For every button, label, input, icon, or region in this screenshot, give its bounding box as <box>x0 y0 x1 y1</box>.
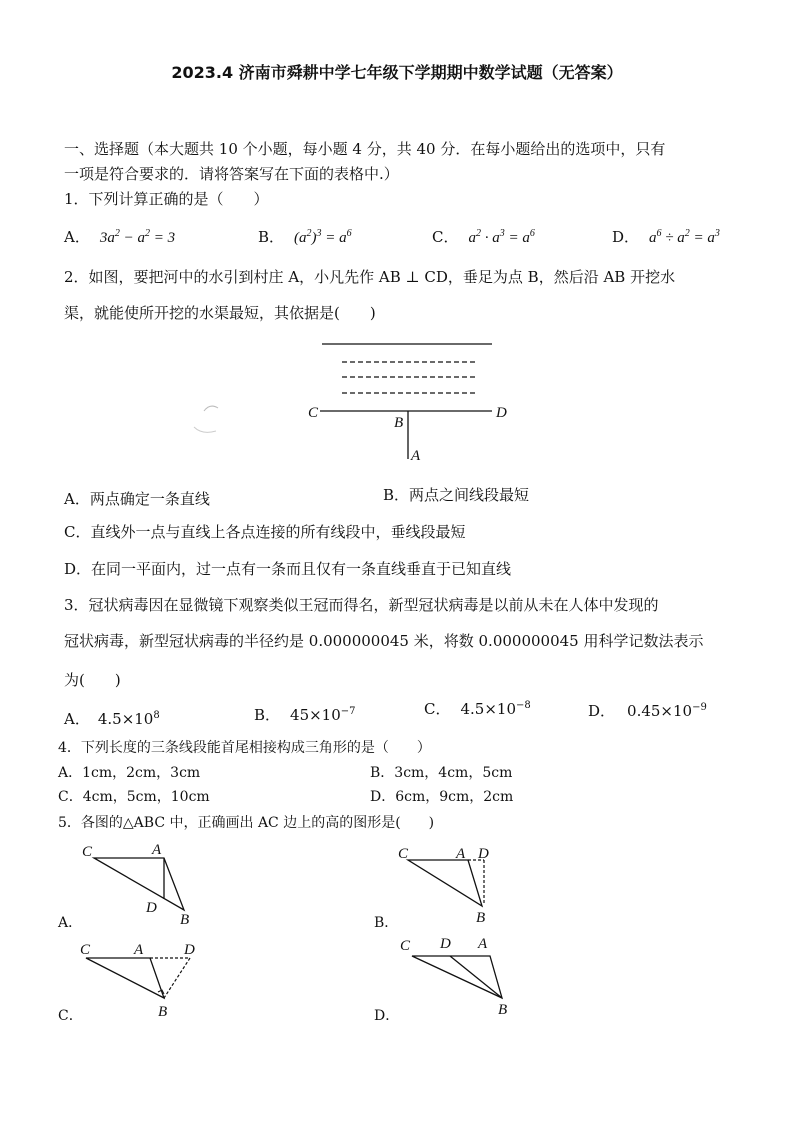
q2-river-figure <box>180 335 520 470</box>
fig-d-label-d: D <box>440 936 451 952</box>
q3-option-a <box>64 708 160 729</box>
q3-option-a-exp: 8 <box>153 710 160 721</box>
section-header-line1: 一、选择题（本大题共 10 个小题，每小题 4 分，共 40 分．在每小题给出的选项中，只有 <box>64 140 666 158</box>
q4-option-c: C．4cm，5cm，10cm <box>58 789 210 805</box>
label-b: B <box>394 415 404 431</box>
section-header-line2: 一项是符合要求的．请将答案写在下面的表格中.） <box>64 165 399 183</box>
q2-line2: 渠，就能使所开挖的水渠最短，其依据是( ) <box>64 304 376 322</box>
q5-figure-a <box>78 838 198 928</box>
triangle-abc-b <box>408 860 482 906</box>
triangle-abc-a <box>94 858 184 910</box>
q5-option-d-label: D． <box>374 1008 400 1024</box>
fig-d-label-b: B <box>498 1002 508 1018</box>
q5-figure-b <box>396 838 516 928</box>
q2-option-c: C．直线外一点与直线上各点连接的所有线段中，垂线段最短 <box>64 523 466 541</box>
q3-option-c <box>424 698 531 719</box>
fig-a-label-c: C <box>82 844 93 860</box>
q3-option-c-exp: −8 <box>516 700 531 711</box>
q3-option-a-base: 4.5×10 <box>97 710 154 728</box>
q1-option-b-label: B． <box>258 228 285 246</box>
q4-option-d: D．6cm，9cm，2cm <box>370 789 514 805</box>
fig-a-label-b: B <box>180 912 190 928</box>
q3-option-c-base: 4.5×10 <box>460 700 516 718</box>
q3-option-c-label: C． <box>424 700 451 718</box>
q3-option-d-exp: −9 <box>692 702 707 713</box>
q5-stem: 5．各图的△ABC 中，正确画出 AC 边上的高的图形是( ) <box>58 815 435 831</box>
q3-option-b-label: B． <box>254 706 281 724</box>
q5-option-b-label: B． <box>374 915 399 931</box>
q5-option-c-label: C． <box>58 1008 83 1024</box>
fig-c-label-b: B <box>158 1004 168 1020</box>
q2-option-a: A．两点确定一条直线 <box>64 490 210 508</box>
q4-stem: 4．下列长度的三条线段能首尾相接构成三角形的是（ ） <box>58 740 431 756</box>
page-title: 2023.4 济南市舜耕中学七年级下学期期中数学试题（无答案） <box>171 63 623 82</box>
q1-option-d-label: D． <box>612 228 640 246</box>
q4-option-a: A．1cm，2cm，3cm <box>58 765 201 781</box>
altitude-line-c <box>164 958 190 998</box>
q3-option-b <box>254 704 356 725</box>
right-angle-mark-c <box>158 990 164 994</box>
q3-line3: 为( ) <box>64 671 121 689</box>
fig-b-label-c: C <box>398 846 409 862</box>
q2-option-b: B．两点之间线段最短 <box>383 486 530 504</box>
q1-option-d: D． $a^6 \div a^2 = a^3$ <box>612 228 720 246</box>
fig-b-label-d: D <box>478 846 489 862</box>
fig-a-label-d: D <box>146 900 157 916</box>
q3-option-a-label: A． <box>64 710 90 728</box>
q1-option-b: B． $(a^2)^3 = a^6$ <box>258 228 352 246</box>
q4-option-b: B．3cm，4cm，5cm <box>370 765 513 781</box>
fig-d-label-a: A <box>478 936 488 952</box>
q2-option-d: D．在同一平面内，过一点有一条而且仅有一条直线垂直于已知直线 <box>64 560 512 578</box>
q1-option-a: A． $3a^2 - a^2 = 3$ <box>64 228 176 246</box>
q3-option-d <box>588 700 707 721</box>
q1-option-c: C． $a^2 \cdot a^3 = a^6$ <box>432 228 535 246</box>
label-c: C <box>308 405 319 421</box>
fig-b-label-a: A <box>456 846 466 862</box>
fig-b-label-b: B <box>476 910 486 926</box>
q1-stem: 1．下列计算正确的是（ ） <box>64 190 269 208</box>
q5-option-a-label: A． <box>58 915 83 931</box>
q3-option-d-base: 0.45×10 <box>627 702 693 720</box>
q1-option-a-label: A． <box>64 228 90 246</box>
q3-option-b-base: 45×10 <box>290 706 341 724</box>
triangle-abc-c <box>86 958 164 998</box>
fig-c-label-a: A <box>134 942 144 958</box>
fig-d-label-c: C <box>400 938 411 954</box>
q2-line1: 2．如图，要把河中的水引到村庄 A，小凡先作 AB ⊥ CD，垂足为点 B，然后沿 AB 开挖水 <box>64 268 676 286</box>
label-a: A <box>411 448 421 464</box>
q3-option-d-label: D． <box>588 702 616 720</box>
q3-line1: 3．冠状病毒因在显微镜下观察类似王冠而得名，新型冠状病毒是以前从未在人体中发现的 <box>64 596 659 614</box>
q1-option-c-label: C． <box>432 228 459 246</box>
q3-line2: 冠状病毒，新型冠状病毒的半径约是 0.000000045 米，将数 0.000000045 用科学记数法表示 <box>64 632 704 650</box>
scan-smudge-2 <box>194 427 216 432</box>
q5-figure-d <box>396 930 526 1020</box>
q3-option-b-exp: −7 <box>340 706 356 717</box>
q5-figure-c <box>78 936 208 1026</box>
label-d: D <box>496 405 507 421</box>
fig-a-label-a: A <box>152 842 162 858</box>
scan-smudge <box>204 406 218 411</box>
fig-c-label-c: C <box>80 942 91 958</box>
fig-c-label-d: D <box>184 942 195 958</box>
